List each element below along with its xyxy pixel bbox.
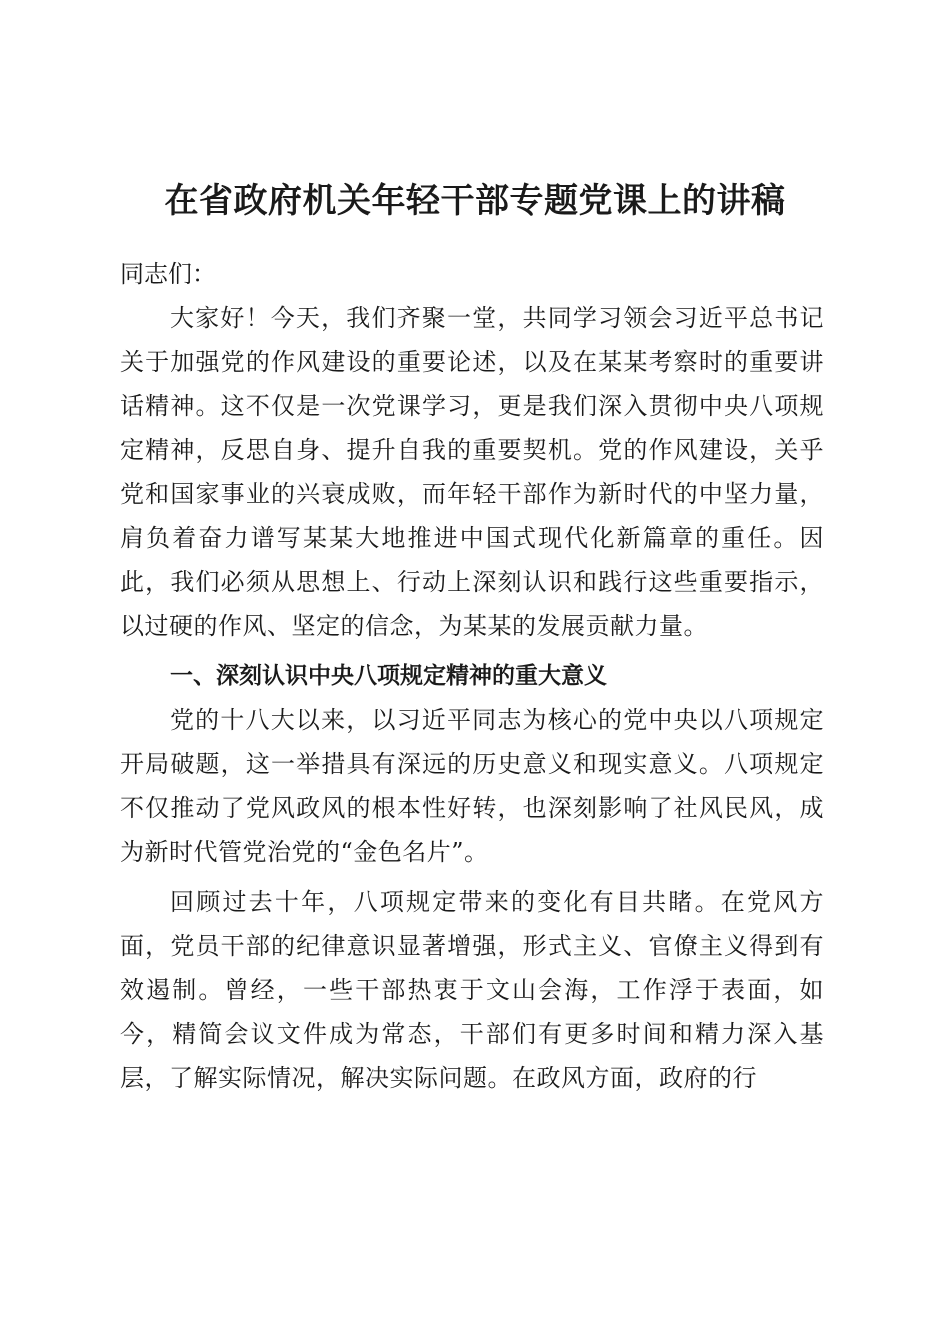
intro-paragraph: 大家好！今天，我们齐聚一堂，共同学习领会习近平总书记关于加强党的作风建设的重要论述，以及在某某考察时的重要讲话精神。这不仅是一次党课学习，更是我们深入贯彻中央八项规定精神，反思自身、提升自我的重要契机。党的作风建设，关乎党和国家事业的兴衰成败，而年轻干部作为新时代的中坚力量，肩负着奋力谱写某某大地推进中国式现代化新篇章的重任。因此，我们必须从思想上、行动上深刻认识和践行这些重要指示，以过硬的作风、坚定的信念，为某某的发展贡献力量。 <box>120 304 824 640</box>
section-paragraph: 回顾过去十年，八项规定带来的变化有目共睹。在党风方面，党员干部的纪律意识显著增强，形式主义、官僚主义得到有效遏制。曾经，一些干部热衷于文山会海，工作浮于表面，如今，精简会议文件成为常态，干部们有更多时间和精力深入基层，了解实际情况，解决实际问题。在政风方面，政府的行 <box>120 888 824 1092</box>
salutation: 同志们： <box>120 260 216 288</box>
section-paragraph: 党的十八大以来，以习近平同志为核心的党中央以八项规定开局破题，这一举措具有深远的历史意义和现实意义。八项规定不仅推动了党风政风的根本性好转，也深刻影响了社风民风，成为新时代管党治党的“金色名片”。 <box>120 706 824 866</box>
document-body <box>120 252 824 1100</box>
document-title: 在省政府机关年轻干部专题党课上的讲稿 <box>164 181 786 221</box>
section-heading: 一、深刻认识中央八项规定精神的重大意义 <box>170 663 607 689</box>
